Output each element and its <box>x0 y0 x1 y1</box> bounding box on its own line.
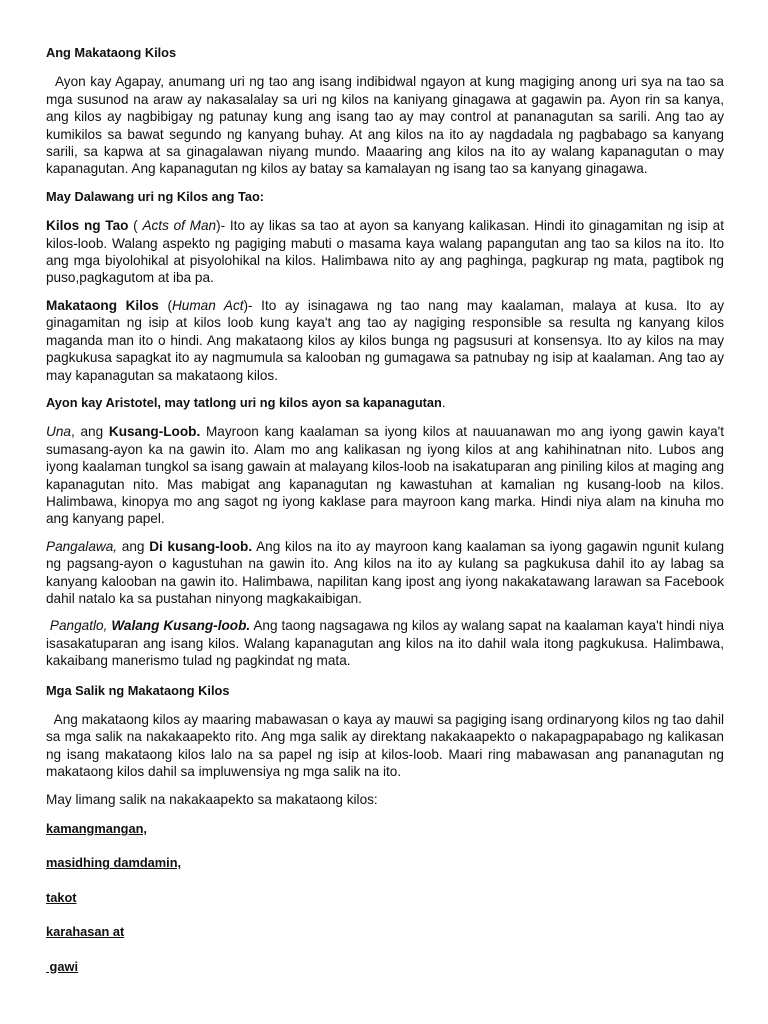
makataong-kilos-english: Human Act <box>171 297 244 313</box>
kilos-ng-tao-open-paren: ( <box>128 218 143 234</box>
makataong-kilos-text: )- Ito ay isinagawa ng tao nang may kaalaman, malaya at kusa. Ito ay ginagamitan ng isip at kilos loob kung kaya't ang tao ay nagiging responsible sa resulta ng kanyang kilos maganda man ito o hindi. Ang makataong kilos ay kilos bunga ng pagsusuri at konsensya. Ito ay kilos na may pagkukusa sapagkat ito ay nagmumula sa kalooban ng gumagawa sa patnubay ng isip at kaalaman. Ang tao ay may kapanagutan sa makataong kilos. <box>46 297 725 383</box>
makataong-kilos-term: Makataong Kilos <box>46 297 159 313</box>
list-item: masidhing damdamin, <box>46 855 182 871</box>
pangatlo-ordinal: Pangatlo, <box>46 618 108 634</box>
pangalawa-connector: ang <box>117 538 150 554</box>
intro-text: Ayon kay Agapay, anumang uri ng tao ang isang indibidwal ngayon at kung magiging anong uri sya na tao sa mga susunod na araw ay nakasalalay sa uri ng kilos na kaniyang ginagawa at gagawin pa. Ayon rin sa kanya, ang kilos ay nagbibigay ng patunay kung ang isang tao ay may control at pananagutan sa sarili. Ang tao ay kumikilos sa bawat segundo ng kanyang buhay. At ang kilos na ito ay nagdadala ng pagbabago sa kanyang sarili, sa kapwa at sa ginagalawan niyang mundo. Maaaring ang kilos na ito ay walang kapanagutan o may kapanagutan. Ang kapanagutan ng kilos ay batay sa kamalayan ng isang tao sa kanyang ginagawa. <box>46 74 728 177</box>
makataong-kilos-paragraph <box>46 297 724 384</box>
pangalawa-paragraph <box>46 538 724 608</box>
document-page <box>46 44 728 992</box>
pangatlo-paragraph <box>46 617 724 669</box>
pangalawa-term: Di kusang-loob. <box>149 538 253 554</box>
una-paragraph <box>46 423 724 527</box>
una-text: Mayroon kang kaalaman sa iyong kilos at nauuanawan mo ang iyong gawin kaya't sumasang-ayon ka na gawin ito. Alam mo ang kalikasan ng iyong kilos at ang kahihinatnan nito. Lubos ang iyong kaalaman tungkol sa isang gawain at malayang kilos-loob na isakatuparan ang piniling kilos at maging ang kapanagutan nito. Mas mabigat ang kapanagutan ng kawastuhan at kamalian ng kusang-loob na kilos. Halimbawa, kinopya mo ang sagot ng iyong kaklase para mayroon kang marka. Hindi niya alam na kinuha mo ang kanyang papel. <box>46 424 724 527</box>
pangalawa-ordinal: Pangalawa, <box>46 538 118 554</box>
list-item: gawi <box>46 958 78 974</box>
aristotel-heading-text: Ayon kay Aristotel, may tatlong uri ng kilos ayon sa kapanagutan <box>46 394 442 410</box>
kilos-ng-tao-paragraph <box>46 217 724 287</box>
kilos-ng-tao-english: Acts of Man <box>142 218 217 234</box>
list-item: karahasan at <box>46 924 125 940</box>
una-connector: , ang <box>70 424 109 440</box>
document-title: Ang Makataong Kilos <box>46 45 177 60</box>
section-heading-mga-salik: Mga Salik ng Makataong Kilos <box>46 682 230 698</box>
intro-paragraph <box>46 73 728 177</box>
una-ordinal: Una <box>46 424 71 440</box>
una-term: Kusang-Loob. <box>108 424 201 440</box>
mga-salik-text: Ang makataong kilos ay maaring mabawasan o kaya ay mauwi sa pagiging isang ordinaryong kilos ng tao dahil sa mga salik na nakakaapekto rito. Ang mga salik ay direktang nakakaapekto o nakapagpapabago ng kalikasan ng isang makataong kilos lalo na sa papel ng isip at kilos-loob. Maari ring mabawasan ang pananagutan ng makataong kilos dahil sa impluwensiya ng mga salik na ito. <box>46 712 728 780</box>
aristotel-heading-period: . <box>441 394 446 410</box>
section-heading-dalawang-uri: May Dalawang uri ng Kilos ang Tao: <box>46 188 265 204</box>
pangatlo-text: Ang taong nagsagawa ng kilos ay walang sapat na kaalaman kaya't hindi niya isasakatuparan ang isang kilos. Walang kapanagutan ang kilos na ito dahil wala itong pagkukusa. Halimbawa, kakaibang manerismo tulad ng pagkindat ng mata. <box>46 618 724 669</box>
makataong-kilos-open-paren: ( <box>158 297 172 313</box>
list-item: takot <box>46 889 77 905</box>
pangatlo-term: Walang Kusang-loob. <box>111 618 251 634</box>
salik-list <box>46 820 724 975</box>
kilos-ng-tao-term: Kilos ng Tao <box>46 218 129 234</box>
list-item: kamangmangan, <box>46 821 147 837</box>
kilos-ng-tao-text: )- Ito ay likas sa tao at ayon sa kanyang kalikasan. Hindi ito ginagamitan ng isip at kilos-loob. Walang aspekto ng pagiging mabuti o masama kaya walang papangutan ang tao sa kilos na ito. Ito ang mga biyolohikal at pisyolohikal na kilos. Halimbawa nito ay ang paghinga, pagkurap ng mata, pagtibok ng puso,pagkagutom at iba pa. <box>46 218 724 286</box>
mga-salik-paragraph <box>46 711 728 781</box>
section-heading-aristotel <box>46 394 724 411</box>
pangalawa-text: Ang kilos na ito ay mayroon kang kaalaman sa iyong gagawin ngunit kulang ng pagsang-ayon o kagustuhan na gawin ito. Ang kilos na ito ay kulang sa pagkukusa dahil ito ay labag sa kanyang kalooban na gawin ito. Halimbawa, napilitan kang ipost ang iyong nakakatawang larawan sa Facebook dahil natalo ka sa pustahan ninyong magkakaibigan. <box>46 538 725 606</box>
list-intro: May limang salik na nakakaapekto sa makataong kilos: <box>46 791 378 807</box>
